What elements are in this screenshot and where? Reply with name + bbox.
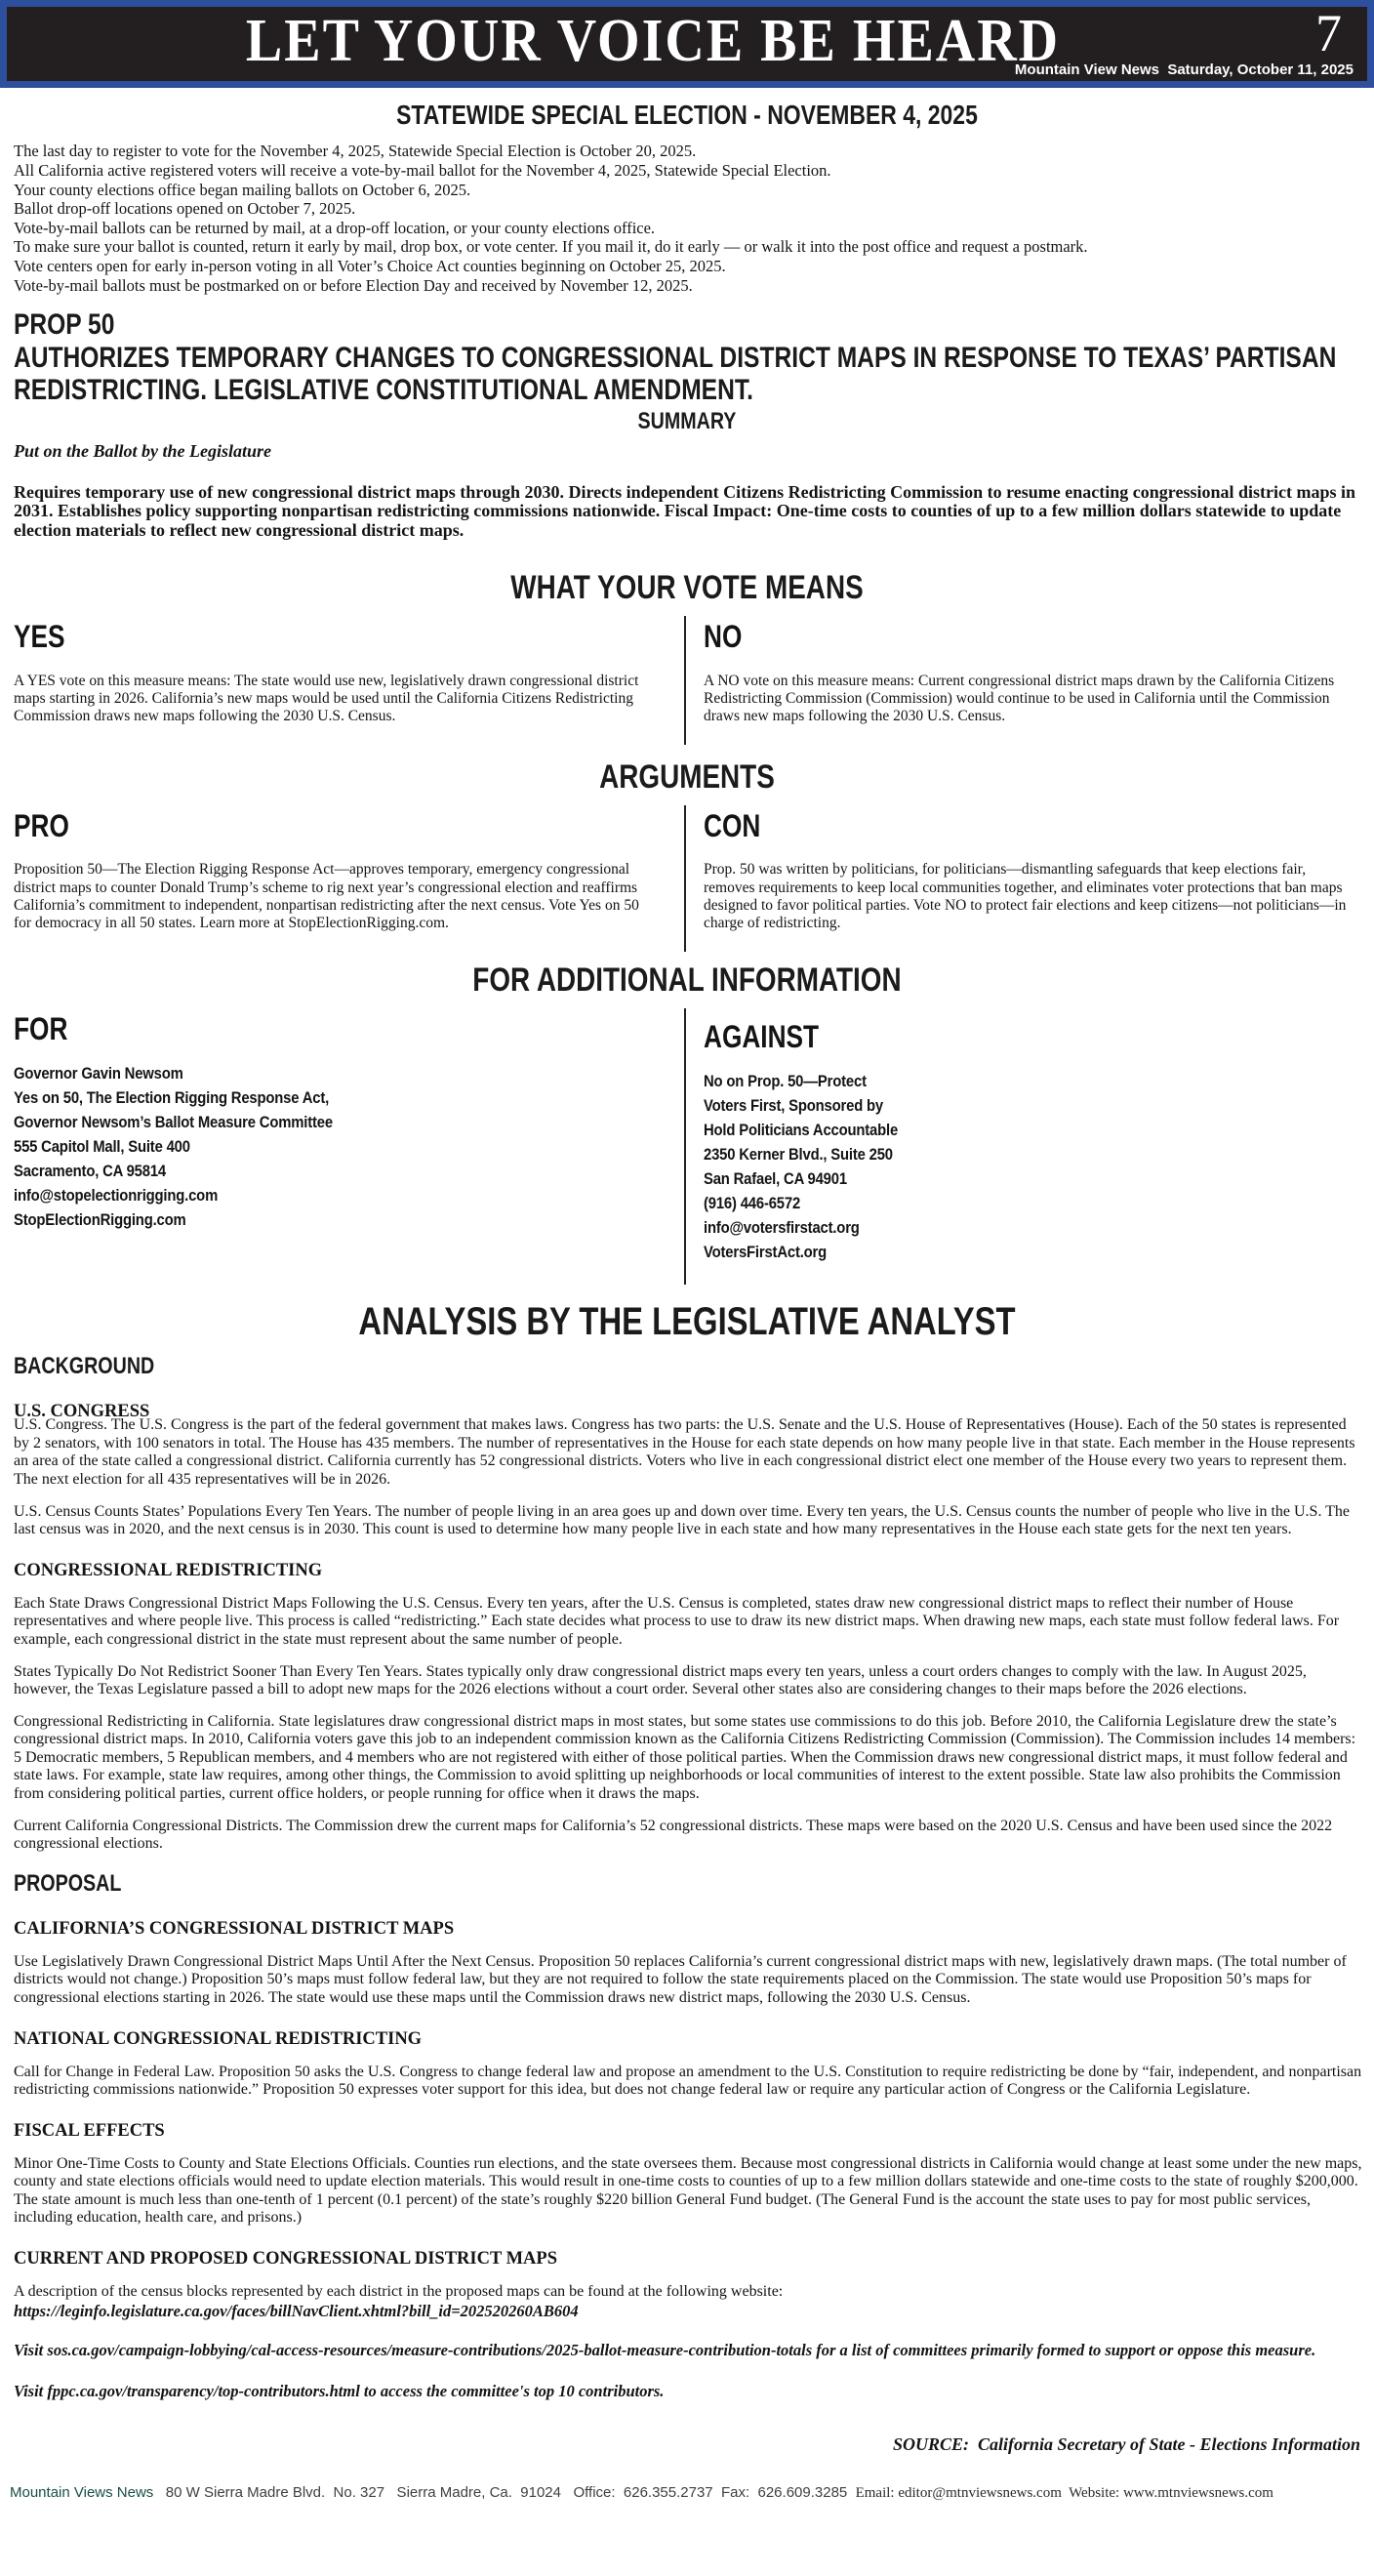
background-heading: BACKGROUND: [13, 1353, 155, 1380]
analysis-subheading: U.S. CONGRESS: [14, 1402, 150, 1422]
source-line: SOURCE: California Secretary of State - Elections Information: [892, 2433, 1360, 2454]
prop50-title: AUTHORIZES TEMPORARY CHANGES TO CONGRESSIONAL DISTRICT MAPS IN RESPONSE TO TEXAS’ PARTISAN REDISTRICTING. LEGISLATIVE CONSTITUTIONAL AMENDMENT.: [13, 341, 1337, 407]
for-contact-block: [14, 1062, 651, 1233]
proposal-heading: PROPOSAL: [13, 1869, 122, 1897]
for-column: [0, 1008, 684, 1285]
analysis-subheading: NATIONAL CONGRESSIONAL REDISTRICTING: [14, 2028, 423, 2049]
against-contact-line: VotersFirstAct.org: [704, 1244, 828, 1262]
page-number: 7: [1315, 4, 1342, 62]
for-contact-line: Governor Newsom’s Ballot Measure Committee: [14, 1114, 333, 1132]
additional-info-columns: [0, 1008, 1374, 1285]
for-contact-line: info@stopelectionrigging.com: [14, 1187, 219, 1206]
against-contact-line: No on Prop. 50—Protect: [704, 1073, 867, 1091]
for-contact-line: Governor Gavin Newsom: [14, 1065, 183, 1084]
analysis-heading: ANALYSIS BY THE LEGISLATIVE ANALYST: [358, 1300, 1016, 1344]
against-contact-line: Voters First, Sponsored by: [704, 1097, 884, 1116]
against-column: [684, 1008, 1374, 1285]
against-contact-line: San Rafael, CA 94901: [704, 1170, 847, 1189]
maps-url: https://leginfo.legislature.ca.gov/faces/billNavClient.xhtml?bill_id=202520260AB604: [14, 2301, 579, 2320]
footer-address: 80 W Sierra Madre Blvd. No. 327 Sierra Madre, Ca. 91024 Office: 626.355.2737 Fax: 626.609.3285: [153, 2483, 856, 2501]
election-info-line: Vote centers open for early in-person voting in all Voter’s Choice Act counties beginning on October 25, 2025.: [14, 256, 726, 275]
election-info-list: [0, 142, 1374, 295]
arguments-heading: ARGUMENTS: [599, 758, 775, 797]
yes-paragraph: A YES vote on this measure means: The state would use new, legislatively drawn congressional district maps starting in 2026. California’s new maps would be used until the California Citizens Redistricting Commission draws new maps following the 2030 U.S. Census.: [14, 672, 639, 724]
election-info-line: To make sure your ballot is counted, return it early by mail, drop box, or vote center. If you mail it, do it early — or walk it into the post office and request a postmark.: [14, 237, 1088, 257]
yes-column: [0, 616, 684, 745]
summary-paragraph: Requires temporary use of new congressional district maps through 2030. Directs independent Citizens Redistricting Commission to resume enacting congressional district maps in 2031. Establishes policy supporting nonpartisan redistricting commissions nationwide. Fiscal Impact: One-time costs to counties of up to a few million dollars statewide to update election materials to reflect new congressional district maps.: [14, 481, 1355, 540]
for-contact-line: 555 Capitol Mall, Suite 400: [14, 1138, 190, 1157]
analysis-paragraph: Call for Change in Federal Law. Proposition 50 asks the U.S. Congress to change federal law and propose an amendment to the U.S. Constitution to require redistricting be done by “fair, independent, and nonpartisan redistricting commissions nationwide.” Proposition 50 expresses voter support for this idea, but does not change federal law or require any particular action of Congress or the California Legislature.: [14, 2063, 1362, 2099]
against-contact-line: info@votersfirstact.org: [704, 1219, 860, 1238]
arguments-columns: [0, 805, 1374, 952]
no-paragraph: A NO vote on this measure means: Current congressional district maps drawn by the California Citizens Redistricting Commission (Commission) would continue to be used in California until the Commission draws new maps following the 2030 U.S. Census.: [704, 672, 1335, 724]
for-contact-line: Yes on 50, The Election Rigging Response Act,: [14, 1089, 330, 1108]
pro-label: PRO: [14, 808, 69, 844]
no-column: [684, 616, 1374, 745]
analysis-paragraph: Congressional Redistricting in California. State legislatures draw congressional district maps in most states, but some states use commissions to do this job. Before 2010, the California Legislature drew the state’s congressional district maps. In 2010, California voters gave this job to an independent commission known as the California Citizens Redistricting Commission (Commission). The Commission includes 14 members: 5 Democratic members, 5 Republican members, and 4 members who are not registered with either of those political parties. When the Commission draws new congressional district maps, it must follow federal and state laws. For example, state law requires, among other things, the Commission to avoid splitting up neighborhoods or local communities of interest to the extent possible. State law also prohibits the Commission from considering political parties, current office holders, or people running for office when it draws the maps.: [14, 1712, 1356, 1803]
analysis-paragraph: Each State Draws Congressional District Maps Following the U.S. Census. Every ten years, after the U.S. Census is completed, states draw new congressional district maps to reflect their number of House representatives and where people live. This process is called “redistricting.” Each state decides what process to use to draw its new district maps. When drawing new maps, each state must follow federal laws. For example, each congressional district in the state must represent about the same number of people.: [14, 1594, 1340, 1648]
vote-means-heading: WHAT YOUR VOTE MEANS: [510, 569, 864, 607]
for-contact-line: Sacramento, CA 95814: [14, 1163, 166, 1181]
analysis-paragraph: U.S. Census Counts States’ Populations Every Ten Years. The number of people living in an area goes up and down over time. Every ten years, the U.S. Census counts the number of people who live in the U.S. The last census was in 2020, and the next census is in 2030. This count is used to determine how many people live in each state and how many representatives in the House each state gets for the next ten years.: [14, 1502, 1351, 1538]
against-contact-line: 2350 Kerner Blvd., Suite 250: [704, 1146, 893, 1165]
analysis-body: [0, 1402, 1374, 1854]
footer-contact: Email: editor@mtnviewsnews.com Website: www.mtnviewsnews.com: [855, 2484, 1273, 2501]
page-footer: [0, 2482, 1374, 2508]
masthead-title: LET YOUR VOICE BE HEARD: [245, 7, 1061, 75]
prop50-label: PROP 50: [13, 308, 115, 342]
con-column: [684, 805, 1374, 952]
pro-paragraph: Proposition 50—The Election Rigging Response Act—approves temporary, emergency congressional district maps to counter Donald Trump’s scheme to rig next year’s congressional election and reaffirms California’s commitment to independent, nonpartisan redistricting after the next census. Vote Yes on 50 for democracy in all 50 states. Learn more at StopElectionRigging.com.: [14, 861, 639, 932]
pro-column: [0, 805, 684, 952]
analysis-subheading: CURRENT AND PROPOSED CONGRESSIONAL DISTRICT MAPS: [14, 2249, 557, 2269]
proposal-body: [0, 1919, 1374, 2401]
fppc-note: Visit fppc.ca.gov/transparency/top-contributors.html to access the committee's top 10 contributors.: [14, 2381, 665, 2400]
against-contact-block: [704, 1070, 1356, 1265]
for-contact-line: StopElectionRigging.com: [14, 1211, 186, 1230]
election-info-line: The last day to register to vote for the November 4, 2025, Statewide Special Election is October 20, 2025.: [14, 142, 697, 161]
analysis-subheading: FISCAL EFFECTS: [14, 2120, 165, 2141]
analysis-paragraph: States Typically Do Not Redistrict Sooner Than Every Ten Years. States typically only draw congressional district maps every ten years, unless a court orders changes to comply with the law. In August 2025, however, the Texas Legislature passed a bill to adopt new maps for the 2026 elections without a court order. Several other states also are considering changes to their maps before the 2026 elections.: [14, 1662, 1307, 1698]
election-heading: STATEWIDE SPECIAL ELECTION - NOVEMBER 4, 2025: [396, 100, 978, 130]
footer-publication-name: Mountain Views News: [10, 2483, 154, 2501]
analysis-paragraph: U.S. Congress. The U.S. Congress is the part of the federal government that makes laws. Congress has two parts: the U.S. Senate and the U.S. House of Representatives (House). Each of the 50 states is represented by 2 senators, with 100 senators in total. The House has 435 members. The number of representatives in the House for each state depends on how many people live in that state. Each member in the House represents an area of the state called a congressional district. California currently has 52 congressional districts. Voters who live in each congressional district elect one member of the House every two years to represent them. The next election for all 435 representatives will be in 2026.: [14, 1416, 1355, 1488]
analysis-paragraph: A description of the census blocks represented by each district in the proposed maps can be found at the following website:: [14, 2283, 784, 2301]
against-label: AGAINST: [704, 1019, 820, 1055]
analysis-subheading: CONGRESSIONAL REDISTRICTING: [14, 1560, 323, 1580]
analysis-subheading: CALIFORNIA’S CONGRESSIONAL DISTRICT MAPS: [14, 1918, 455, 1939]
election-info-line: Your county elections office began mailing ballots on October 6, 2025.: [14, 180, 471, 199]
summary-heading: SUMMARY: [637, 407, 737, 434]
election-info-line: Vote-by-mail ballots must be postmarked on or before Election Day and received by November 12, 2025.: [14, 275, 693, 295]
sos-note: Visit sos.ca.gov/campaign-lobbying/cal-access-resources/measure-contributions/2025-ballot-measure-contribution-totals for a list of committees primarily formed to support or oppose this measure.: [14, 2340, 1316, 2359]
masthead-banner: [0, 0, 1374, 88]
election-info-line: Ballot drop-off locations opened on October 7, 2025.: [14, 199, 356, 219]
additional-info-heading: FOR ADDITIONAL INFORMATION: [472, 961, 902, 1000]
against-contact-line: Hold Politicians Accountable: [704, 1122, 899, 1140]
vote-means-columns: [0, 616, 1374, 745]
election-info-line: Vote-by-mail ballots can be returned by mail, at a drop-off location, or your county elections office.: [14, 218, 656, 237]
con-paragraph: Prop. 50 was written by politicians, for politicians—dismantling safeguards that keep elections fair, removes requirements to keep local communities together, and eliminates voter protections that ban maps designed to favor political parties. Vote NO to protect fair elections and keep citizens—not politicians—in charge of redistricting.: [704, 861, 1347, 932]
no-label: NO: [704, 619, 743, 655]
election-info-line: All California active registered voters will receive a vote-by-mail ballot for the November 4, 2025, Statewide Special Election.: [14, 160, 831, 180]
yes-label: YES: [14, 619, 65, 655]
masthead-dateline: Mountain View News Saturday, October 11, 2025: [1014, 61, 1354, 78]
analysis-paragraph: Current California Congressional Districts. The Commission drew the current maps for California’s 52 congressional districts. These maps were based on the 2020 U.S. Census and have been used since the 2022 congressional elections.: [14, 1817, 1333, 1853]
analysis-paragraph: Use Legislatively Drawn Congressional District Maps Until After the Next Census. Proposition 50 replaces California’s current congressional district maps with new, legislatively drawn maps. (The total number of districts would not change.) Proposition 50’s maps must follow federal law, but they are not required to follow the state requirements placed on the Commission. The state would use Proposition 50’s maps for congressional elections starting in 2026. The state would use these maps until the Commission draws new district maps, following the 2030 U.S. Census.: [14, 1952, 1347, 2006]
con-label: CON: [704, 808, 761, 844]
ballot-note: Put on the Ballot by the Legislature: [14, 440, 272, 461]
against-contact-line: (916) 446-6572: [704, 1195, 801, 1213]
for-label: FOR: [14, 1011, 68, 1047]
analysis-paragraph: Minor One-Time Costs to County and State Elections Officials. Counties run elections, and the state oversees them. Because most congressional districts in California would change at least some under the new maps, county and state elections officials would need to update election materials. This would result in one-time costs to counties of up to a few million dollars statewide and one-time costs to the state of roughly $200,000. The state amount is much less than one-tenth of 1 percent (0.1 percent) of the state’s roughly $220 billion General Fund budget. (The General Fund is the account the state uses to pay for most public services, including education, health care, and prisons.): [14, 2154, 1362, 2227]
prop50-block: [0, 308, 1374, 407]
